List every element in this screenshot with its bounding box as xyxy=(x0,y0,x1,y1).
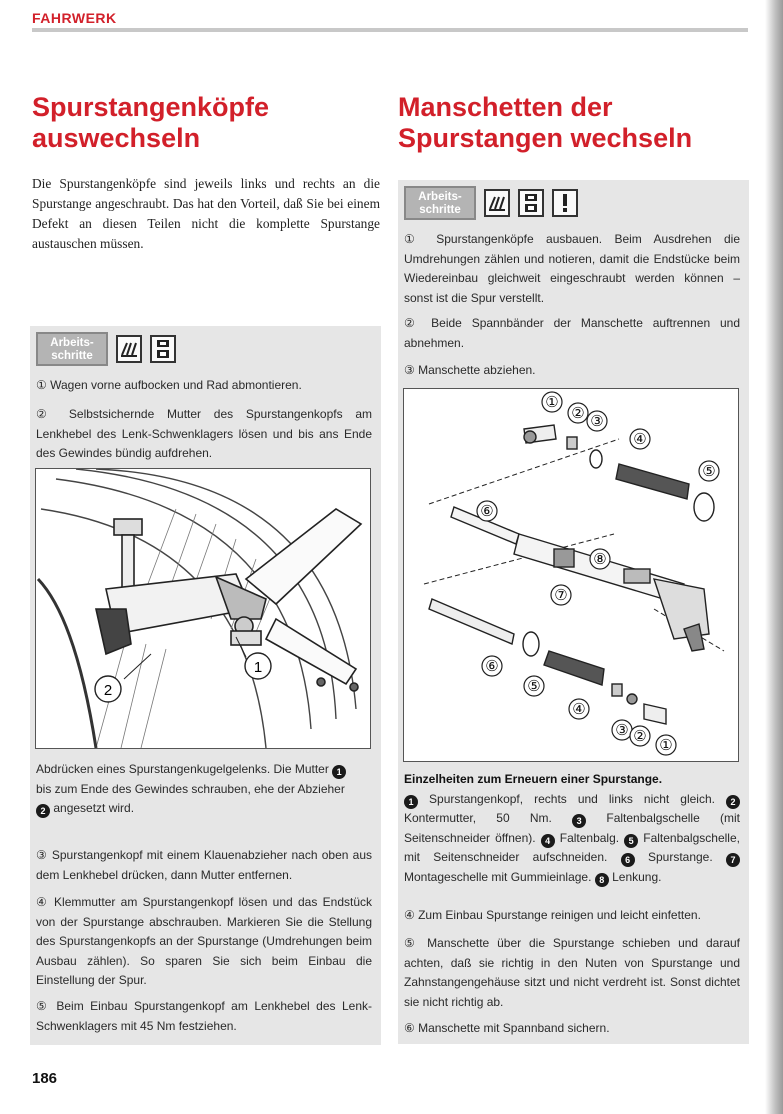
tie-rod-exploded-figure xyxy=(403,388,739,762)
fig-label-text: ⑦ xyxy=(554,587,568,604)
caption-num-1: 1 xyxy=(332,765,346,779)
caption-num: 4 xyxy=(541,834,555,848)
fig-label xyxy=(590,549,610,569)
caption-num: 1 xyxy=(404,795,418,809)
caption-text: Kontermutter, 50 Nm. xyxy=(404,811,552,825)
caption-num: 5 xyxy=(624,834,638,848)
caption-num: 7 xyxy=(726,853,740,867)
fig-label xyxy=(699,461,719,481)
caption-num: 2 xyxy=(726,795,740,809)
caption-part-a: Abdrücken eines Spurstangenkugelgelenks. Die Mutter xyxy=(36,762,329,776)
right-title xyxy=(398,92,692,154)
fig-label-text: ① xyxy=(545,394,559,411)
left-title-line2: auswechseln xyxy=(32,123,201,153)
caption-num: 6 xyxy=(621,853,635,867)
right-title-line1: Manschetten der xyxy=(398,92,613,122)
fig-label-text: ⑥ xyxy=(485,658,499,675)
left-step-2: ② Selbstsichernde Mutter des Spurstangenkopfs am Lenkhebel des Lenk-Schwenklagers lösen und bis ans Ende des Gewindes bündig aufdrehen. xyxy=(36,407,372,460)
right-step-3: ③ Manschette abziehen. xyxy=(404,363,536,377)
right-step-2: ② Beide Spannbänder der Manschette auftrennen und abnehmen. xyxy=(404,316,740,350)
fig-label-text: ⑥ xyxy=(480,503,494,520)
fig-label xyxy=(656,735,676,755)
left-step-4: ④ Klemmutter am Spurstangenkopf lösen und das Endstück von der Spurstange abschrauben. Markieren Sie die Stellung des Spurstangenkopfs an der Spurstange (Umdrehungen beim Ausbau zählen). So sparen Sie sich beim Einbau die Einstellung der Spur. xyxy=(36,895,372,987)
fig-label xyxy=(587,411,607,431)
tool-socket-icon xyxy=(150,335,176,363)
fig-label xyxy=(477,501,497,521)
tool-wrench-icon xyxy=(116,335,142,363)
upper-tie-rod-head xyxy=(524,425,602,468)
section-header: FAHRWERK xyxy=(32,10,117,26)
right-figure-caption xyxy=(404,770,740,887)
left-figure-caption xyxy=(36,760,372,819)
fig-label-text: ⑤ xyxy=(527,678,541,695)
badge-line1: Arbeits- xyxy=(418,191,462,203)
fig-label-1 xyxy=(245,653,271,679)
fig-label-text: ③ xyxy=(590,413,604,430)
fig-label-text: ⑤ xyxy=(702,463,716,480)
right-step-4: ④ Zum Einbau Spurstange reinigen und leicht einfetten. xyxy=(404,908,701,922)
puller-tool xyxy=(96,519,266,654)
left-badge-row xyxy=(36,332,176,366)
caption-text: Spurstangenkopf, rechts und links nicht gleich. xyxy=(429,791,715,806)
fig-label xyxy=(612,720,632,740)
right-step-6: ⑥ Manschette mit Spannband sichern. xyxy=(404,1021,610,1035)
right-title-line2: Spurstangen wechseln xyxy=(398,123,693,153)
fig-label-text: ① xyxy=(659,737,673,754)
left-intro: Die Spurstangenköpfe sind jeweils links und rechts an die Spurstange angeschraubt. Das hat den Vorteil, daß Sie bei einem Defekt an diesen Teilen nicht die komplette Spurstange austauschen müssen. xyxy=(32,176,380,251)
fig-label xyxy=(569,699,589,719)
fig-label-text: ④ xyxy=(572,701,586,718)
caption-text: Lenkung. xyxy=(612,869,662,884)
right-step-5: ⑤ Manschette über die Spurstange schieben und darauf achten, daß sie richtig in den Nuten von Spurstange und Zahnstangengehäuse sitzt und nicht verdreht ist. Sonst dichtet sie nicht richtig ab. xyxy=(404,936,740,1009)
caption-num: 8 xyxy=(595,873,609,887)
right-step-1: ① Spurstangenköpfe ausbauen. Beim Ausdrehen die Umdrehungen zählen und notieren, damit die Endstücke beim Wiedereinbau gleichweit eingeschraubt werden können – sonst ist die Spur verstellt. xyxy=(404,232,740,305)
tool-difficulty-icon xyxy=(552,189,578,217)
work-steps-badge xyxy=(404,186,476,220)
caption-num: 3 xyxy=(572,814,586,828)
badge-line1: Arbeits- xyxy=(50,337,94,349)
fig-label xyxy=(524,676,544,696)
exploded-view-drawing xyxy=(404,389,738,761)
work-steps-badge xyxy=(36,332,108,366)
caption-text: Faltenbalgschelle (mit Seitenschneider öffnen). xyxy=(404,811,741,845)
left-step-5: ⑤ Beim Einbau Spurstangenkopf am Lenkhebel des Lenk-Schwenklagers mit 45 Nm festziehen. xyxy=(36,999,372,1033)
right-badge-row xyxy=(404,186,578,220)
fig-label-text: ② xyxy=(571,405,585,422)
caption-num-2: 2 xyxy=(36,804,50,818)
fig-label-1-text: 1 xyxy=(253,659,263,676)
header-rule xyxy=(32,28,748,32)
caption-text: Spurstange. xyxy=(647,850,713,864)
fig-label-2-text: 2 xyxy=(103,682,113,699)
fig-label xyxy=(542,392,562,412)
tool-wrench-icon xyxy=(484,189,510,217)
fig-label xyxy=(630,726,650,746)
caption-part-c: angesetzt wird. xyxy=(53,801,135,815)
fig-label xyxy=(630,429,650,449)
fig-label-text: ⑧ xyxy=(593,551,607,568)
ball-joint-puller-figure xyxy=(35,468,371,749)
fig-label-text: ② xyxy=(633,728,647,745)
fig-label xyxy=(551,585,571,605)
badge-line2: schritte xyxy=(419,204,461,216)
badge-line2: schritte xyxy=(51,350,93,362)
left-step-1: ① Wagen vorne aufbocken und Rad abmontieren. xyxy=(36,378,302,392)
fig-label xyxy=(568,403,588,423)
fig-label-text: ④ xyxy=(633,431,647,448)
left-title-line1: Spurstangenköpfe xyxy=(32,92,270,122)
cable xyxy=(38,579,96,748)
caption-text: Faltenbalgschelle, mit Seitenschneider aufschneiden. xyxy=(404,830,740,864)
fig-label xyxy=(482,656,502,676)
caption-text: Faltenbalg. xyxy=(559,830,620,845)
caption-title: Einzelheiten zum Erneuern einer Spurstange. xyxy=(404,772,663,786)
tool-socket-icon xyxy=(518,189,544,217)
caption-part-b: bis zum Ende des Gewindes schrauben, ehe der Abzieher xyxy=(36,781,345,796)
left-step-3: ③ Spurstangenkopf mit einem Klauenabzieher nach oben aus dem Lenkhebel drücken, dann Mutter entfernen. xyxy=(36,848,372,882)
fig-label-text: ③ xyxy=(615,722,629,739)
puller-drawing xyxy=(36,469,370,748)
left-title xyxy=(32,92,269,154)
caption-text: Montageschelle mit Gummieinlage. xyxy=(404,869,592,884)
fig-label-2 xyxy=(95,676,121,702)
lower-tie-rod xyxy=(429,599,666,724)
page-edge-shadow xyxy=(765,0,783,1114)
page-number: 186 xyxy=(32,1070,58,1087)
